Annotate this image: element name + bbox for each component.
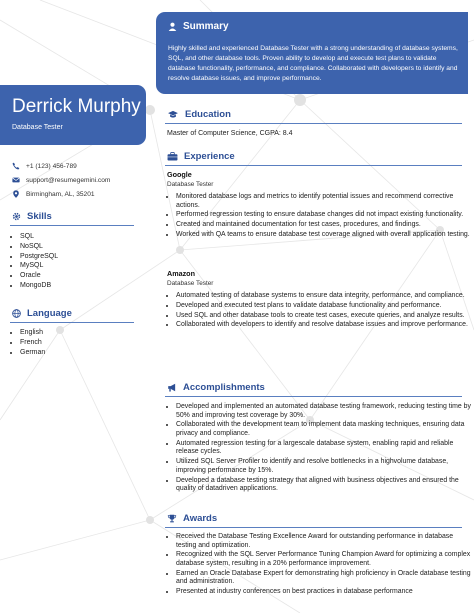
accomplishment-item: • Developed and implemented an automated database testing framework, reducing testing time by 50% and improving test coverage by 30%. [176, 403, 474, 420]
job-bullets [168, 193, 474, 241]
skills-list [10, 232, 58, 291]
job-bullet: • Created and maintained documentation for test cases, procedures, and findings. [176, 221, 474, 230]
education-divider [165, 123, 462, 124]
briefcase-icon [167, 152, 178, 161]
summary-heading [168, 21, 229, 32]
job-bullet: • Worked with QA teams to ensure database test coverage aligned with overall application testing. [176, 231, 474, 240]
trophy-icon [167, 514, 177, 523]
accomplishments-heading: Accomplishments [167, 382, 265, 393]
job-bullet: • Automated testing of database systems to ensure data integrity, performance, and compliance. [176, 292, 474, 301]
skill-item: • MongoDB [20, 281, 58, 291]
contact-email: support@resumegemini.com [12, 176, 110, 184]
education-heading: Education [167, 109, 231, 120]
gear-icon [12, 212, 21, 221]
education-degree: Master of Computer Science, CGPA: 8.4 [167, 130, 293, 137]
job-bullet: • Collaborated with developers to identify and resolve database issues and improve performance. [176, 321, 474, 330]
location-pin-icon [12, 190, 20, 198]
job-bullet: • Used SQL and other database tools to create test cases, execute queries, and analyze results. [176, 312, 474, 321]
language-divider [10, 322, 134, 323]
job-title: Database Tester [167, 280, 214, 287]
accomplishment-item: • Utilized SQL Server Profiler to identify and resolve bottlenecks in a highvolume database, improving performance by 15%. [176, 458, 474, 475]
person-icon [168, 22, 177, 31]
megaphone-icon [167, 383, 177, 392]
job-bullet: • Performed regression testing to ensure database changes did not impact existing functionality. [176, 211, 474, 220]
job-company: Amazon [167, 269, 195, 278]
skills-divider [10, 225, 134, 226]
summary-title: Summary [183, 21, 229, 32]
accomplishments-divider [165, 396, 462, 397]
language-item: • English [20, 328, 45, 338]
contact-phone: +1 (123) 456-789 [12, 162, 77, 170]
candidate-role: Database Tester [12, 124, 63, 131]
job-title: Database Tester [167, 181, 214, 188]
language-item: • German [20, 348, 45, 358]
experience-heading: Experience [167, 151, 235, 162]
email-icon [12, 176, 20, 184]
award-item: • Recognized with the SQL Server Performance Tuning Champion Award for optimizing a complex database system, resulting in a 20% performance improvement. [176, 551, 474, 568]
job-bullet: • Monitored database logs and metrics to identify potential issues and recommend corrective actions. [176, 193, 474, 210]
award-item: • Presented at industry conferences on best practices in database performance [176, 588, 474, 597]
contact-location: Birmingham, AL, 35201 [12, 190, 95, 198]
language-heading: Language [12, 308, 72, 319]
job-company: Google [167, 170, 192, 179]
awards-divider [165, 527, 462, 528]
globe-icon [12, 309, 21, 318]
job-bullets [168, 292, 474, 331]
language-item: • French [20, 338, 45, 348]
accomplishment-item: • Automated regression testing for a largescale database system, enabling rapid and reliable release cycles. [176, 440, 474, 457]
skill-item: • Oracle [20, 271, 58, 281]
summary-section [156, 12, 468, 94]
job-bullet: • Developed and executed test plans to validate database functionality and performance. [176, 302, 474, 311]
skill-item: • SQL [20, 232, 58, 242]
accomplishments-list [168, 403, 474, 495]
award-item: • Received the Database Testing Excellence Award for outstanding performance in database testing and optimization. [176, 533, 474, 550]
name-header [0, 85, 146, 145]
accomplishment-item: • Developed a database testing strategy that aligned with business objectives and ensured the quality of datadriven applications. [176, 477, 474, 494]
summary-text: Highly skilled and experienced Database Tester with a strong understanding of database systems, SQL, and other database tools. Proven ability to develop and execute test plans to validate database functionality, performance, and compliance. Collaborated with developers to identify and resolve database issues, and improve performance. [168, 45, 458, 83]
award-item: • Earned an Oracle Database Expert for demonstrating high proficiency in Oracle database testing and administration. [176, 570, 474, 587]
awards-list [168, 533, 474, 598]
accomplishment-item: • Collaborated with the development team to implement data masking techniques, ensuring data privacy and compliance. [176, 421, 474, 438]
graduation-cap-icon [167, 110, 179, 119]
skill-item: • PostgreSQL [20, 252, 58, 262]
skills-heading: Skills [12, 211, 52, 222]
phone-icon [12, 162, 20, 170]
skill-item: • NoSQL [20, 242, 58, 252]
skill-item: • MySQL [20, 261, 58, 271]
language-list [10, 328, 45, 357]
awards-heading: Awards [167, 513, 217, 524]
experience-divider [165, 165, 462, 166]
candidate-name: Derrick Murphy [12, 96, 141, 117]
